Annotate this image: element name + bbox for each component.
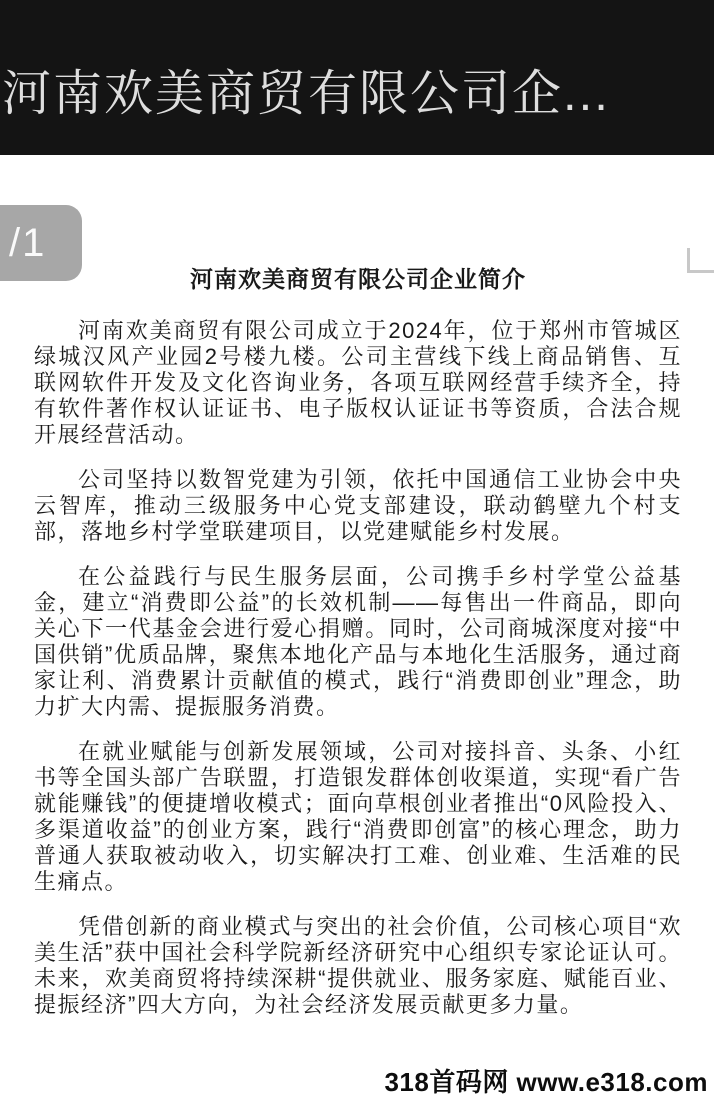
paragraph-party-building: 公司坚持以数智党建为引领，依托中国通信工业协会中央云智库，推动三级服务中心党支部建设，联动鹤壁九个村支部，落地乡村学堂联建项目，以党建赋能乡村发展。 [34, 467, 682, 544]
document-title: 河南欢美商贸有限公司企业简介 [190, 266, 526, 292]
app-header [0, 0, 714, 155]
paragraph-company-overview: 河南欢美商贸有限公司成立于2024年，位于郑州市管城区绿城汉风产业园2号楼九楼。公司主营线下线上商品销售、互联网软件开发及文化咨询业务，各项互联网经营手续齐全，持有软件著作权认证证书、电子版权认证证书等资质，合法合规开展经营活动。 [34, 318, 682, 447]
watermark: 318首码网 www.e318.com [384, 1067, 708, 1097]
document-content [34, 264, 682, 1037]
app-header-title: 河南欢美商贸有限公司企... [2, 66, 610, 121]
paragraph-social-value-future: 凭借创新的商业模式与突出的社会价值，公司核心项目“欢美生活”获中国社会科学院新经济研究中心组织专家论证认可。未来，欢美商贸将持续深耕“提供就业、服务家庭、赋能百业、提振经济”四大方向，为社会经济发展贡献更多力量。 [34, 914, 682, 1017]
corner-bracket-mark [687, 248, 714, 273]
page-indicator-label: /1 [9, 220, 47, 265]
paragraph-public-welfare: 在公益践行与民生服务层面，公司携手乡村学堂公益基金，建立“消费即公益”的长效机制——每售出一件商品，即向关心下一代基金会进行爱心捐赠。同时，公司商城深度对接“中国供销”优质品牌，聚焦本地化产品与本地化生活服务，通过商家让利、消费累计贡献值的模式，践行“消费即创业”理念，助力扩大内需、提振服务消费。 [34, 564, 682, 719]
paragraph-employment-innovation: 在就业赋能与创新发展领域，公司对接抖音、头条、小红书等全国头部广告联盟，打造银发群体创收渠道，实现“看广告就能赚钱”的便捷增收模式；面向草根创业者推出“0风险投入、多渠道收益”的创业方案，践行“消费即创富”的核心理念，助力普通人获取被动收入，切实解决打工难、创业难、生活难的民生痛点。 [34, 739, 682, 894]
document-page [0, 155, 714, 1104]
